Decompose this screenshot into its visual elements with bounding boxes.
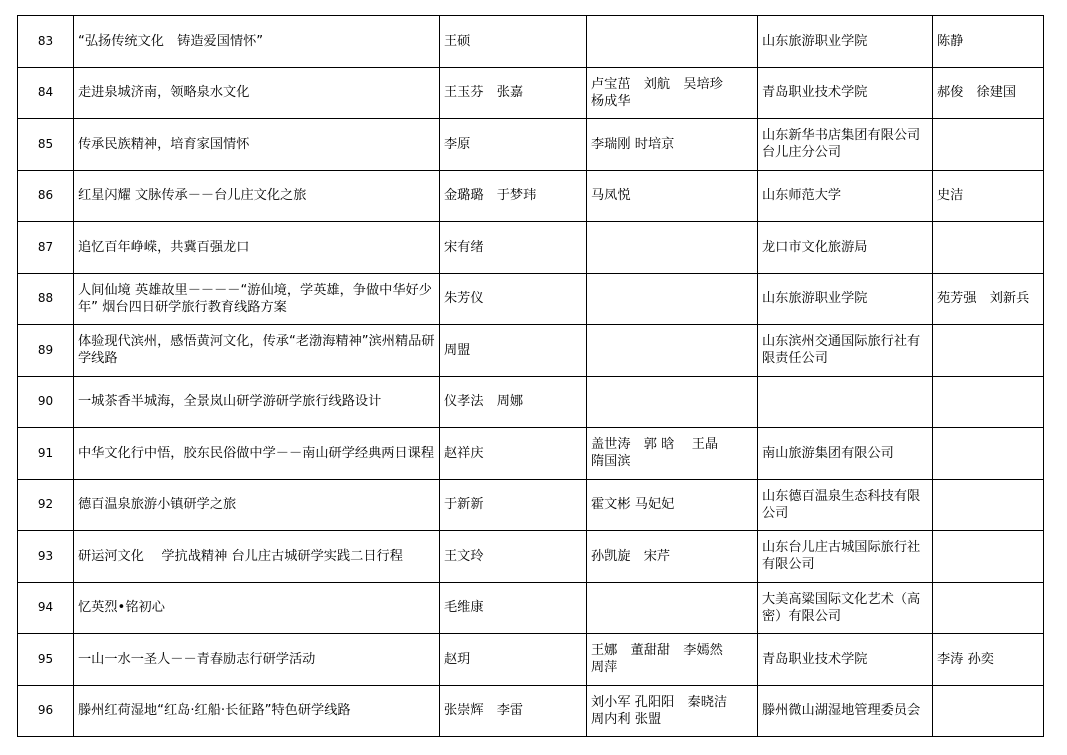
- project-title-cell: 追忆百年峥嵘，共冀百强龙口: [74, 222, 440, 274]
- row-number-cell: 91: [18, 428, 74, 480]
- table-row: [18, 222, 1044, 274]
- contact-person-cell: [933, 479, 1044, 531]
- contact-person-cell: 史洁: [933, 170, 1044, 222]
- project-advisors-cell: 孙凯旋 宋芹: [587, 531, 758, 583]
- organization-cell: 山东旅游职业学院: [758, 273, 933, 325]
- project-authors-cell: 宋有绪: [440, 222, 587, 274]
- table-row: [18, 479, 1044, 531]
- project-advisors-cell: 盖世涛 郭 晗 王晶 隋国滨: [587, 428, 758, 480]
- contact-person-cell: [933, 376, 1044, 428]
- row-number-cell: 95: [18, 634, 74, 686]
- project-advisors-cell: [587, 582, 758, 634]
- row-number-cell: 85: [18, 119, 74, 171]
- project-authors-cell: 毛维康: [440, 582, 587, 634]
- table-row: [18, 685, 1044, 737]
- row-number-cell: 86: [18, 170, 74, 222]
- contact-person-cell: [933, 428, 1044, 480]
- table-row: [18, 170, 1044, 222]
- project-authors-cell: 王玉芬 张嘉: [440, 67, 587, 119]
- organization-cell: 山东旅游职业学院: [758, 16, 933, 68]
- contact-person-cell: [933, 685, 1044, 737]
- contact-person-cell: [933, 582, 1044, 634]
- project-table-body: [18, 16, 1044, 737]
- row-number-cell: 92: [18, 479, 74, 531]
- organization-cell: 山东新华书店集团有限公司台儿庄分公司: [758, 119, 933, 171]
- contact-person-cell: 李涛 孙奕: [933, 634, 1044, 686]
- project-title-cell: 红星闪耀 文脉传承－－台儿庄文化之旅: [74, 170, 440, 222]
- project-advisors-cell: 霍文彬 马妃妃: [587, 479, 758, 531]
- project-advisors-cell: 王娜 董甜甜 李嫣然 周萍: [587, 634, 758, 686]
- table-row: [18, 376, 1044, 428]
- project-title-cell: 一山一水一圣人－－青春励志行研学活动: [74, 634, 440, 686]
- project-authors-cell: 张崇辉 李雷: [440, 685, 587, 737]
- project-title-cell: 走进泉城济南，领略泉水文化: [74, 67, 440, 119]
- organization-cell: 山东滨州交通国际旅行社有限责任公司: [758, 325, 933, 377]
- project-title-cell: 研运河文化 学抗战精神 台儿庄古城研学实践二日行程: [74, 531, 440, 583]
- project-authors-cell: 朱芳仪: [440, 273, 587, 325]
- project-advisors-cell: [587, 16, 758, 68]
- row-number-cell: 87: [18, 222, 74, 274]
- project-authors-cell: 王文玲: [440, 531, 587, 583]
- table-row: [18, 119, 1044, 171]
- organization-cell: 青岛职业技术学院: [758, 67, 933, 119]
- row-number-cell: 94: [18, 582, 74, 634]
- contact-person-cell: [933, 325, 1044, 377]
- project-authors-cell: 于新新: [440, 479, 587, 531]
- project-advisors-cell: [587, 273, 758, 325]
- project-advisors-cell: 李瑞刚 时培京: [587, 119, 758, 171]
- organization-cell: 山东师范大学: [758, 170, 933, 222]
- organization-cell: 龙口市文化旅游局: [758, 222, 933, 274]
- project-title-cell: “弘扬传统文化 铸造爱国情怀”: [74, 16, 440, 68]
- project-table: [17, 15, 1044, 737]
- project-authors-cell: 周盟: [440, 325, 587, 377]
- row-number-cell: 90: [18, 376, 74, 428]
- project-title-cell: 滕州红荷湿地“红岛·红船·长征路”特色研学线路: [74, 685, 440, 737]
- project-title-cell: 忆英烈•铭初心: [74, 582, 440, 634]
- project-advisors-cell: 刘小军 孔阳阳 秦晓洁 周内利 张盟: [587, 685, 758, 737]
- contact-person-cell: 苑芳强 刘新兵: [933, 273, 1044, 325]
- project-authors-cell: 李原: [440, 119, 587, 171]
- organization-cell: 山东德百温泉生态科技有限公司: [758, 479, 933, 531]
- project-title-cell: 一城茶香半城海，全景岚山研学游研学旅行线路设计: [74, 376, 440, 428]
- row-number-cell: 93: [18, 531, 74, 583]
- organization-cell: [758, 376, 933, 428]
- table-row: [18, 634, 1044, 686]
- project-advisors-cell: [587, 325, 758, 377]
- organization-cell: 滕州微山湖湿地管理委员会: [758, 685, 933, 737]
- table-row: [18, 273, 1044, 325]
- project-advisors-cell: 卢宝茁 刘航 吴培珍 杨成华: [587, 67, 758, 119]
- organization-cell: 山东台儿庄古城国际旅行社有限公司: [758, 531, 933, 583]
- contact-person-cell: 郝俊 徐建国: [933, 67, 1044, 119]
- project-title-cell: 传承民族精神，培育家国情怀: [74, 119, 440, 171]
- project-advisors-cell: [587, 376, 758, 428]
- table-row: [18, 67, 1044, 119]
- project-title-cell: 体验现代滨州，感悟黄河文化，传承“老渤海精神”滨州精品研学线路: [74, 325, 440, 377]
- table-row: [18, 16, 1044, 68]
- row-number-cell: 84: [18, 67, 74, 119]
- project-authors-cell: 金璐璐 于梦玮: [440, 170, 587, 222]
- contact-person-cell: [933, 222, 1044, 274]
- row-number-cell: 89: [18, 325, 74, 377]
- organization-cell: 青岛职业技术学院: [758, 634, 933, 686]
- table-row: [18, 325, 1044, 377]
- contact-person-cell: [933, 119, 1044, 171]
- row-number-cell: 83: [18, 16, 74, 68]
- table-row: [18, 428, 1044, 480]
- project-advisors-cell: [587, 222, 758, 274]
- table-row: [18, 582, 1044, 634]
- project-authors-cell: 赵玥: [440, 634, 587, 686]
- project-authors-cell: 赵祥庆: [440, 428, 587, 480]
- project-advisors-cell: 马凤悦: [587, 170, 758, 222]
- contact-person-cell: [933, 531, 1044, 583]
- project-title-cell: 人间仙境 英雄故里－－－－“游仙境，学英雄，争做中华好少年” 烟台四日研学旅行教育线路方案: [74, 273, 440, 325]
- row-number-cell: 96: [18, 685, 74, 737]
- organization-cell: 大美高粱国际文化艺术（高密）有限公司: [758, 582, 933, 634]
- contact-person-cell: 陈静: [933, 16, 1044, 68]
- table-row: [18, 531, 1044, 583]
- organization-cell: 南山旅游集团有限公司: [758, 428, 933, 480]
- project-title-cell: 中华文化行中悟，胶东民俗做中学－－南山研学经典两日课程: [74, 428, 440, 480]
- project-authors-cell: 王硕: [440, 16, 587, 68]
- row-number-cell: 88: [18, 273, 74, 325]
- project-title-cell: 德百温泉旅游小镇研学之旅: [74, 479, 440, 531]
- project-authors-cell: 仪孝法 周娜: [440, 376, 587, 428]
